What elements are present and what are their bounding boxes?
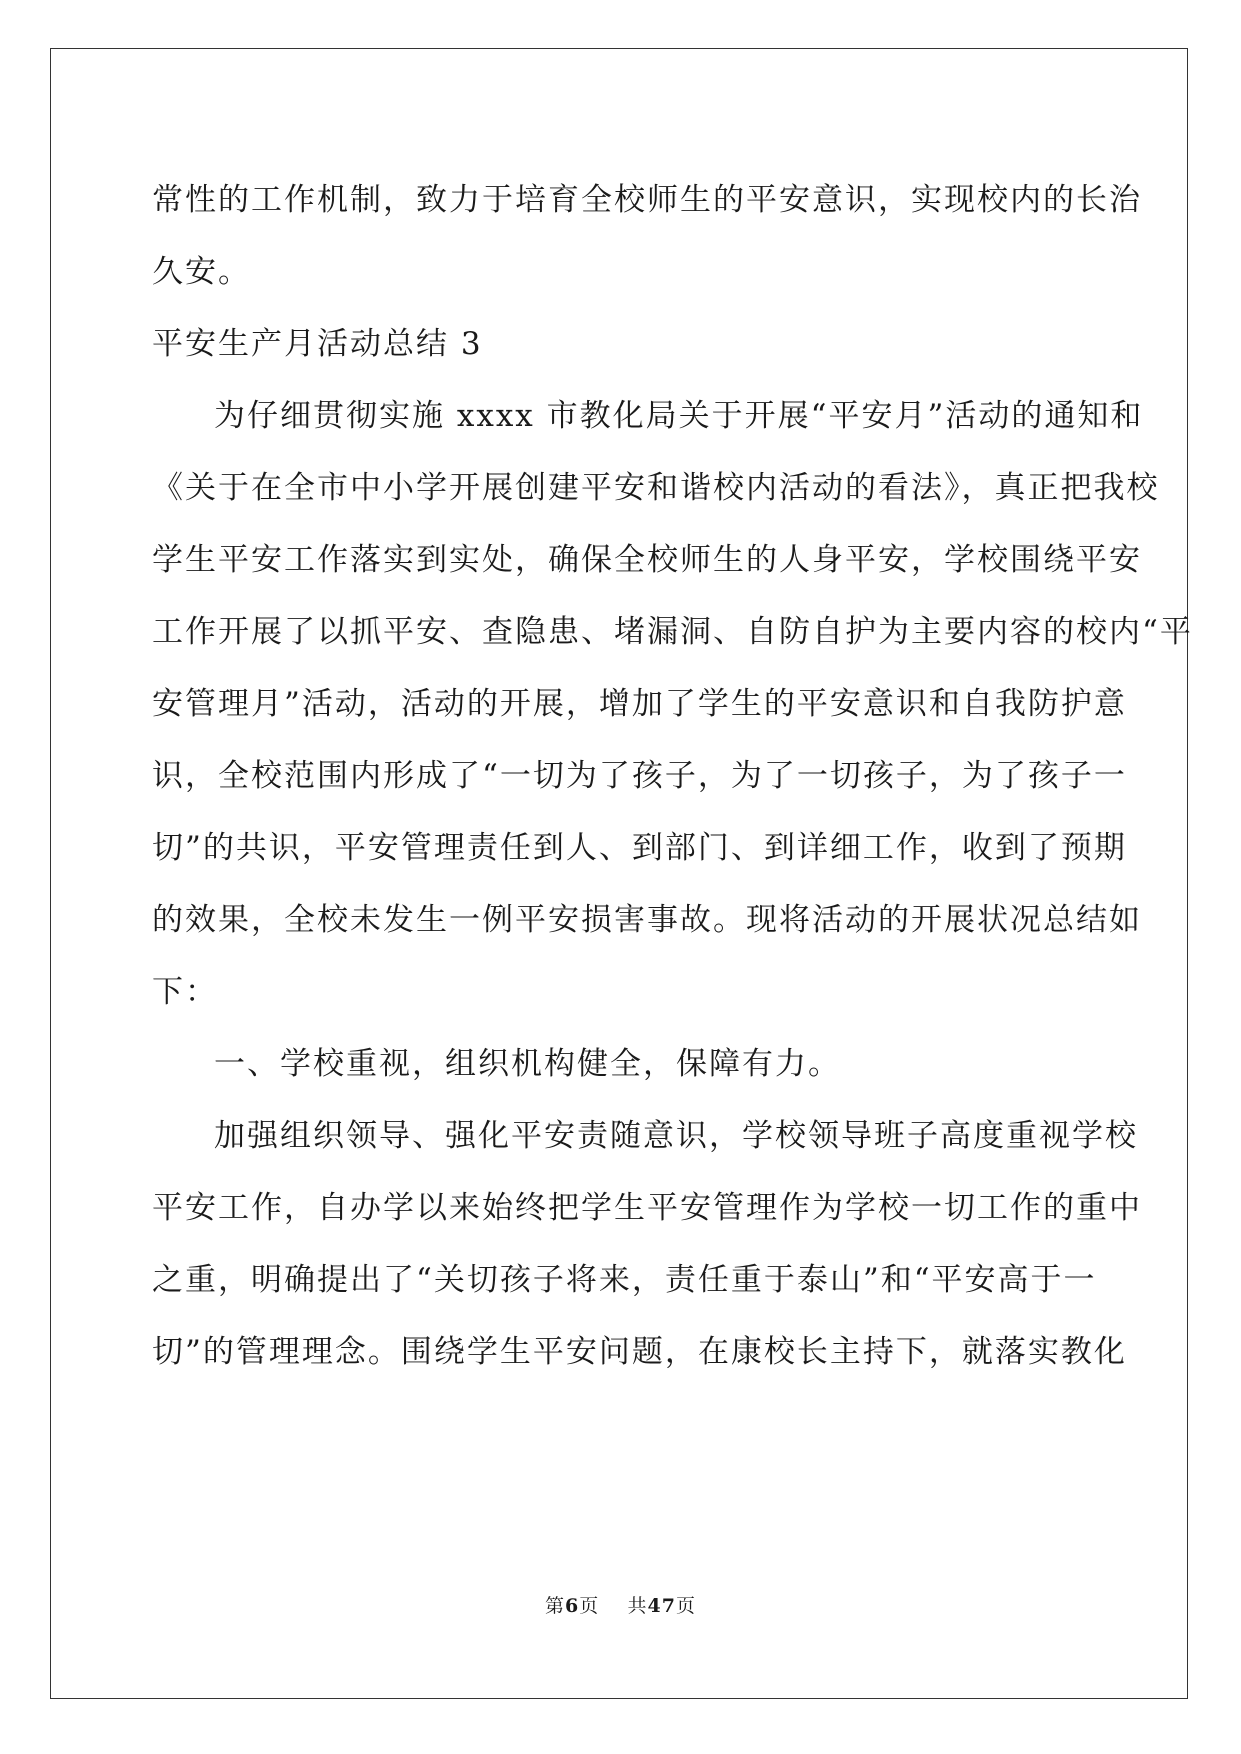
paragraph-line: 为仔细贯彻实施 xxxx 市教化局关于开展“平安月”活动的通知和 — [214, 398, 1144, 434]
paragraph-line: 之重，明确提出了“关切孩子将来，责任重于泰山”和“平安高于一 — [152, 1262, 1097, 1298]
section-heading: 平安生产月活动总结 3 — [152, 326, 483, 362]
subsection-heading: 一、学校重视，组织机构健全，保障有力。 — [214, 1046, 841, 1082]
paragraph-line: 加强组织领导、强化平安责随意识，学校领导班子高度重视学校 — [214, 1118, 1138, 1154]
footer-page-suffix: 页 — [579, 1595, 600, 1617]
footer-prefix: 第 — [545, 1595, 566, 1617]
paragraph-line: 下： — [152, 974, 218, 1010]
paragraph-line: 的效果，全校未发生一例平安损害事故。现将活动的开展状况总结如 — [152, 902, 1142, 938]
page-footer — [0, 1591, 1241, 1621]
page-number: 6 — [565, 1595, 580, 1617]
paragraph-line: 《关于在全市中小学开展创建平安和谐校内活动的看法》，真正把我校 — [152, 470, 1160, 506]
paragraph-line: 切”的共识，平安管理责任到人、到部门、到详细工作，收到了预期 — [152, 830, 1127, 866]
footer-total-prefix: 共 — [627, 1595, 648, 1617]
paragraph-line: 安管理月”活动，活动的开展，增加了学生的平安意识和自我防护意 — [152, 686, 1127, 722]
footer-total-suffix: 页 — [675, 1595, 696, 1617]
paragraph-line: 切”的管理理念。围绕学生平安问题，在康校长主持下，就落实教化 — [152, 1334, 1127, 1370]
total-pages: 47 — [647, 1595, 676, 1617]
paragraph-line: 识，全校范围内形成了“一切为了孩子，为了一切孩子，为了孩子一 — [152, 758, 1127, 794]
paragraph-line: 平安工作，自办学以来始终把学生平安管理作为学校一切工作的重中 — [152, 1190, 1142, 1226]
paragraph-line: 常性的工作机制，致力于培育全校师生的平安意识，实现校内的长治 — [152, 182, 1142, 218]
paragraph-line: 工作开展了以抓平安、查隐患、堵漏洞、自防自护为主要内容的校内“平 — [152, 614, 1193, 650]
paragraph-line: 学生平安工作落实到实处，确保全校师生的人身平安，学校围绕平安 — [152, 542, 1142, 578]
paragraph-line: 久安。 — [152, 254, 251, 290]
